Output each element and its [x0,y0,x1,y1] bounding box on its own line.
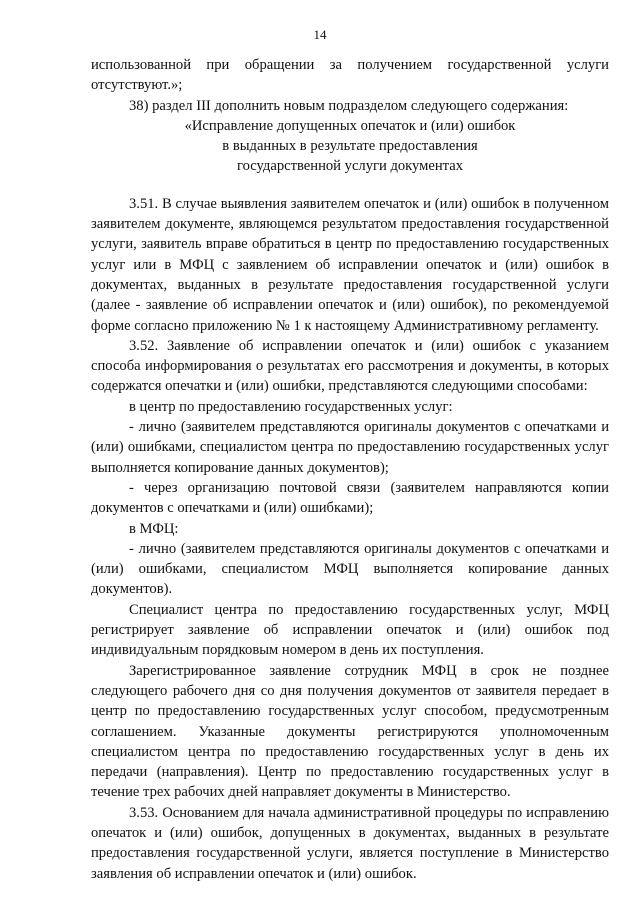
heading-line-1: «Исправление допущенных опечаток и (или) ошибок [184,117,516,134]
paragraph-in-person-mfc: - лично (заявителем представляются оригиналы документов с опечатками и (или) ошибками, специалистом МФЦ выполняется копирование данных документов). [91,540,609,598]
subsection-heading [91,116,609,177]
paragraph-3-51: 3.51. В случае выявления заявителем опечаток и (или) ошибок в полученном заявителем документе, являющемся результатом предоставления государственной услуги, заявитель вправе обратиться в центр по предоставлению государственных услуг или в МФЦ с заявлением об исправлении опечаток и (или) ошибок в документах, выданных в результате предоставления государственной услуги (далее - заявление об исправлении опечаток и (или) ошибок), по рекомендуемой форме согласно приложению № 1 к настоящему Административному регламенту. [91,195,609,334]
paragraph-3-52: 3.52. Заявление об исправлении опечаток и (или) ошибок с указанием способа информирования о результатах его рассмотрения и документы, в которых содержатся опечатки и (или) ошибки, представляются следующими способами: [91,337,609,395]
heading-line-3: государственной услуги документах [236,158,464,175]
paragraph-center-heading: в центр по предоставлению государственных услуг: [129,398,453,415]
paragraph-registration: Специалист центра по предоставлению государственных услуг, МФЦ регистрирует заявление об исправлении опечаток и (или) ошибок под индивидуальным порядковым номером в день их поступления. [91,601,609,659]
document-body [91,55,609,884]
paragraph-transfer: Зарегистрированное заявление сотрудник МФЦ в срок не позднее следующего рабочего дня со дня получения документов от заявителя передает в центр по предоставлению государственных услуг способом, предусмотренным соглашением. Указанные документы регистрируются уполномоченным специалистом центра по предоставлению государственных услуг в день их передачи (направления). Центр по предоставлению государственных услуг в течение трех рабочих дней направляет документы в Министерство. [91,662,609,801]
paragraph-in-person-center: - лично (заявителем представляются оригиналы документов с опечатками и (или) ошибками, специалистом центра по предоставлению государственных услуг выполняется копирование данных документов); [91,419,609,476]
heading-line-2: в выданных в результате предоставления [222,138,478,155]
page-number: 14 [313,27,327,42]
paragraph-3-53: 3.53. Основанием для начала административной процедуры по исправлению опечаток и (или) ошибок, допущенных в документах, выданных в результате предоставления государственной услуги, является поступление в Министерство заявления об исправлении опечаток и (или) ошибок. [91,804,609,882]
paragraph-by-post: - через организацию почтовой связи (заявителем направляются копии документов с опечатками и (или) ошибками); [91,479,609,517]
paragraph-continuation: использованной при обращении за получением государственной услуги отсутствуют.»; [91,57,609,94]
paragraph-amendment-38: 38) раздел III дополнить новым подразделом следующего содержания: [129,97,569,114]
paragraph-mfc-heading: в МФЦ: [129,520,179,537]
